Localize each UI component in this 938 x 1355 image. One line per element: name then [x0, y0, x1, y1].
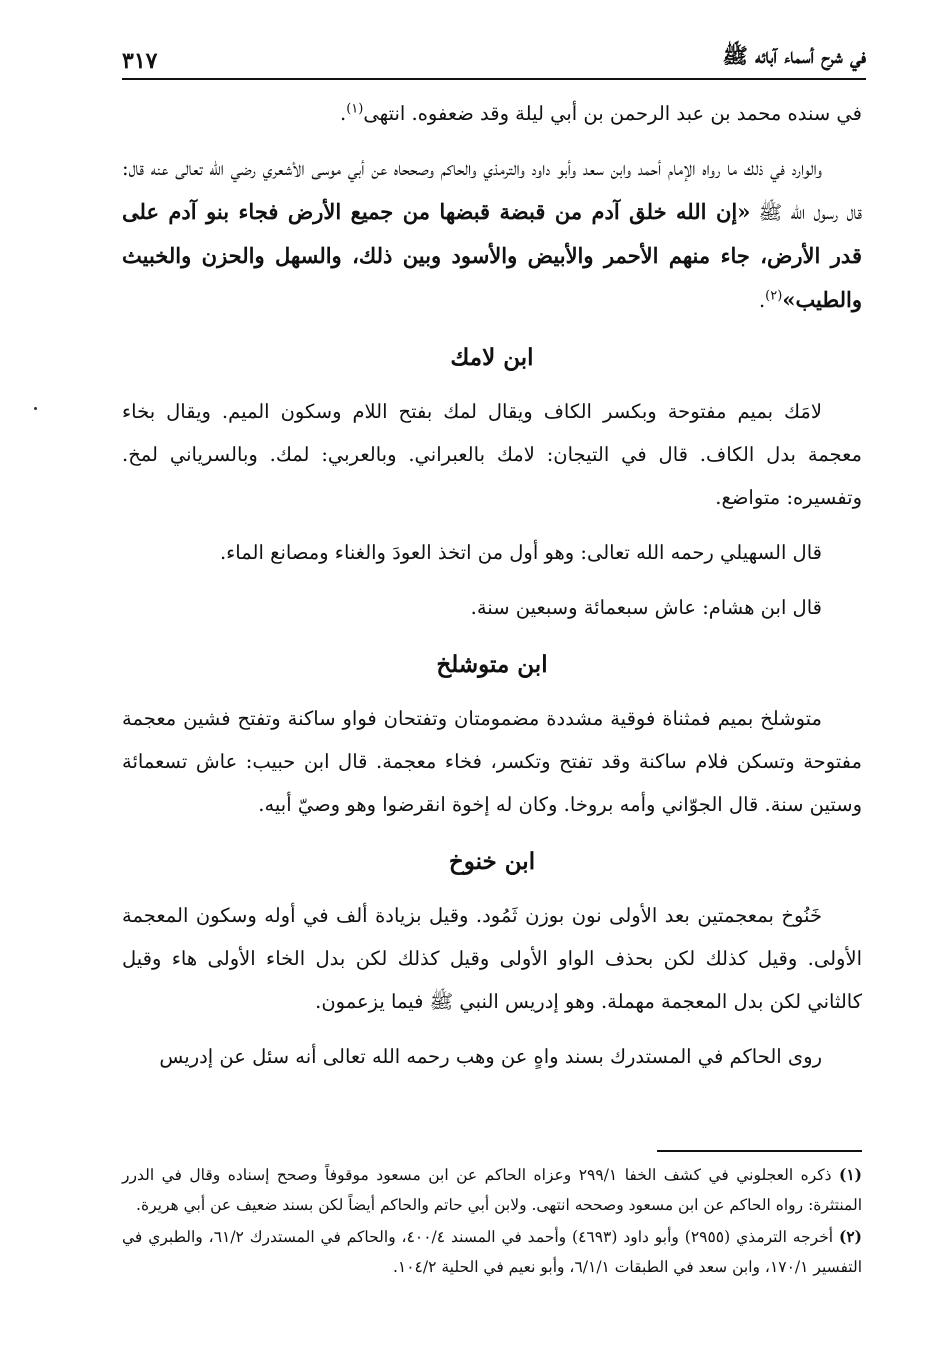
- footnote-text: أخرجه الترمذي (٢٩٥٥) وأبو داود (٤٦٩٣) وأحمد في المسند ٤٠٠/٤، والحاكم في المستدرك ٦١/٢، والطبري في التفسير ١٧٠/١، وابن سعد في الطبقات ٦/١/١، وأبو نعيم في الحلية ١٠٤/٢.: [122, 1228, 862, 1276]
- paragraph-hadith: [122, 147, 862, 322]
- hadith-quote: «إن الله خلق آدم من قبضة قبضها من جميع الأرض فجاء بنو آدم على قدر الأرض، جاء منهم الأحمر والأبيض والأسود وبين ذلك، والسهل والحزن والخبيث والطيب»: [122, 199, 862, 312]
- footnote: [122, 1222, 862, 1282]
- footnote-ref: (٢): [765, 288, 783, 304]
- punctuation: .: [758, 289, 766, 312]
- footnote-number: (١): [838, 1165, 862, 1184]
- paragraph-text: والوارد في ذلك ما رواه الإمام أحمد وابن سعد وأبو داود والترمذي والحاكم وصححاه عن أبي موسى الأشعري رضي الله تعالى عنه قال: قال رسول الله ﷺ: [122, 157, 862, 224]
- section-heading: ابن متوشلخ: [436, 651, 548, 678]
- section-heading: ابن خنوخ: [448, 848, 536, 875]
- footnote-divider: [657, 1150, 862, 1152]
- section-paragraph: خَنُوخ بمعجمتين بعد الأولى نون بوزن ثَمُود. وقيل بزيادة ألف في أوله وسكون المعجمة الأولى. وقيل كذلك لكن بحذف الواو الأولى وقيل كذلك لكن بدل الخاء الأولى هاء وقيل كالثاني لكن بدل المعجمة مهملة. وهو إدريس النبي ﷺ فيما يزعمون.: [122, 904, 862, 1013]
- paragraph-continuation: في سنده محمد بن عبد الرحمن بن أبي ليلة وقد ضعفوه. انتهى$^{(١)}$.: [339, 101, 862, 125]
- section-paragraph: متوشلخ بميم فمثناة فوقية مشددة مضمومتان وتفتحان فواو ساكنة وتفتح فشين معجمة مفتوحة وتسكن فلام ساكنة وقد تفتح وتكسر، فخاء معجمة. قال ابن حبيب: عاش تسعمائة وستين سنة. قال الجوّاني وأمه بروخا. وكان له إخوة انقرضوا وهو وصيّ أبيه.: [122, 707, 862, 816]
- section-heading: ابن لامك: [450, 344, 534, 371]
- header-title: في شرح أسماء آبائه ﷺ: [722, 43, 866, 68]
- running-header: [122, 34, 866, 80]
- section-paragraph: لامَك بميم مفتوحة وبكسر الكاف ويقال لمك بفتح اللام وسكون الميم. ويقال بخاء معجمة بدل الكاف. قال في التيجان: لامك بالعبراني. وبالعربي: لمك. وبالسرياني لمخ. وتفسيره: متواضع.: [122, 400, 862, 509]
- section-paragraph: روى الحاكم في المستدرك بسند واهٍ عن وهب رحمه الله تعالى أنه سئل عن إدريس: [159, 1045, 822, 1068]
- footnote-ref: (١): [346, 101, 364, 117]
- margin-mark: [34, 407, 37, 410]
- section-paragraph: قال ابن هشام: عاش سبعمائة وسبعين سنة.: [470, 596, 822, 619]
- footnote: [122, 1160, 862, 1220]
- footnotes: [122, 1160, 862, 1284]
- section-paragraph: قال السهيلي رحمه الله تعالى: وهو أول من اتخذ العودَ والغناء ومصانع الماء.: [219, 541, 822, 564]
- main-text: [122, 92, 862, 1078]
- footnote-number: (٢): [839, 1227, 863, 1246]
- paragraph-text: في سنده محمد بن عبد الرحمن بن أبي ليلة وقد ضعفوه. انتهى: [363, 102, 862, 125]
- footnote-text: ذكره العجلوني في كشف الخفا ٢٩٩/١ وعزاه الحاكم عن ابن مسعود موقوفاً وصحح إسناده وقال في الدرر المنتثرة: رواه الحاكم عن ابن مسعود وصححه انتهى. ولابن أبي حاتم والحاكم أيضاً لكن بسند ضعيف عن أبي هريرة.: [122, 1166, 862, 1214]
- page-number: ٣١٧: [122, 48, 158, 74]
